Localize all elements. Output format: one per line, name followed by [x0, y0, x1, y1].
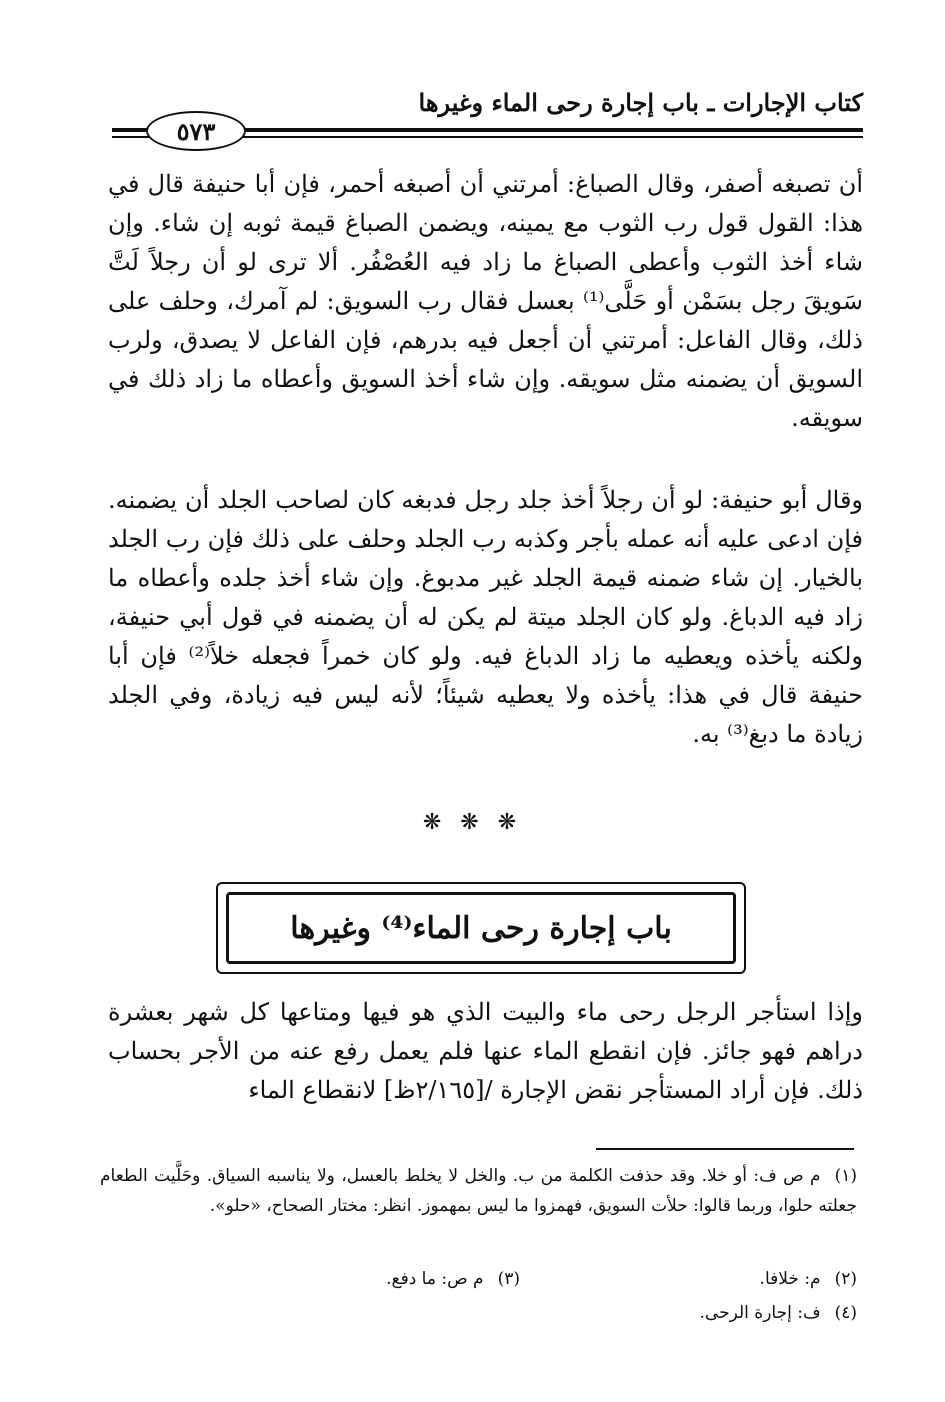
footnote-4: [700, 1298, 857, 1328]
footnote-text: م ص ف: أو خلا. وقد حذفت الكلمة من ب. والخل لا يخلط بالعسل، ولا يناسبه السياق. وحَلَّيت الطعام جعلته حلوا، وربما قالوا: حلأت السويق، فهمزوا ما ليس بمهموز. انظر: مختار الصحاح، «حلو».: [100, 1166, 857, 1216]
chapter-title-frame: [216, 882, 746, 974]
paragraph-2: وقال أبو حنيفة: لو أن رجلاً أخذ جلد رجل فدبغه كان لصاحب الجلد أن يضمنه. فإن ادعى عليه أنه عمله بأجر وكذبه رب الجلد وحلف على ذلك فإن رب الجلد بالخيار. إن شاء ضمنه قيمة الجلد غير مدبوغ. وإن شاء أخذ جلده وأعطاه ما زاد فيه الدباغ. ولو كان الجلد ميتة لم يكن له أن يضمنه في قول أبي حنيفة، ولكنه يأخذه ويعطيه ما زاد الدباغ فيه. ولو كان خمراً فجعله خلاً⁽²⁾ فإن أبا حنيفة قال في هذا: يأخذه ولا يعطيه شيئاً؛ لأنه ليس فيه زيادة، وفي الجلد زيادة ما دبغ⁽³⁾ به.: [108, 486, 864, 748]
section-separator: ❋ ❋ ❋: [422, 810, 523, 835]
footnote-3: [386, 1264, 520, 1294]
footnote-2: [760, 1264, 857, 1294]
footnote-separator: [596, 1148, 854, 1150]
footnote-1: [100, 1161, 857, 1221]
paragraph-3: وإذا استأجر الرجل رحى ماء والبيت الذي هو فيها ومتاعها كل شهر بعشرة دراهم فهو جائز. فإن انقطع الماء عنها فلم يعمل رفع عنه من الأجر بحساب ذلك. فإن أراد المستأجر نقض الإجارة /[٢/١٦٥ظ] لانقطاع الماء: [108, 998, 863, 1104]
footnote-text: م ص: ما دفع.: [386, 1269, 484, 1289]
running-header: كتاب الإجارات ـ باب إجارة رحى الماء وغيرها: [418, 88, 863, 117]
chapter-title: باب إجارة رحى الماء⁽⁴⁾ وغيرها: [226, 892, 736, 964]
footnote-number: (٢): [834, 1269, 857, 1289]
footnote-text: ف: إجارة الرحى.: [699, 1303, 821, 1323]
footnote-number: (٤): [834, 1303, 857, 1323]
footnote-text: م: خلافا.: [759, 1269, 821, 1289]
page-number: ٥٧٣: [146, 111, 246, 151]
paragraph-1: أن تصبغه أصفر، وقال الصباغ: أمرتني أن أصبغه أحمر، فإن أبا حنيفة قال في هذا: القول قول رب الثوب مع يمينه، ويضمن الصباغ قيمة ثوبه إن شاء. وإن شاء أخذ الثوب وأعطى الصباغ ما زاد فيه العُصْفُر. ألا ترى لو أن رجلاً لَتَّ سَويقَ رجل بسَمْن أو حَلَّى⁽¹⁾ بعسل فقال رب السويق: لم آمرك، وحلف على ذلك، وقال الفاعل: أمرتني أن أجعل فيه بدرهم، فإن الفاعل لا يصدق، ولرب السويق أن يضمنه مثل سويقه. وإن شاء أخذ السويق وأعطاه ما زاد ذلك في سويقه.: [108, 170, 864, 432]
footnote-number: (١): [834, 1166, 857, 1186]
footnote-number: (٣): [497, 1269, 520, 1289]
